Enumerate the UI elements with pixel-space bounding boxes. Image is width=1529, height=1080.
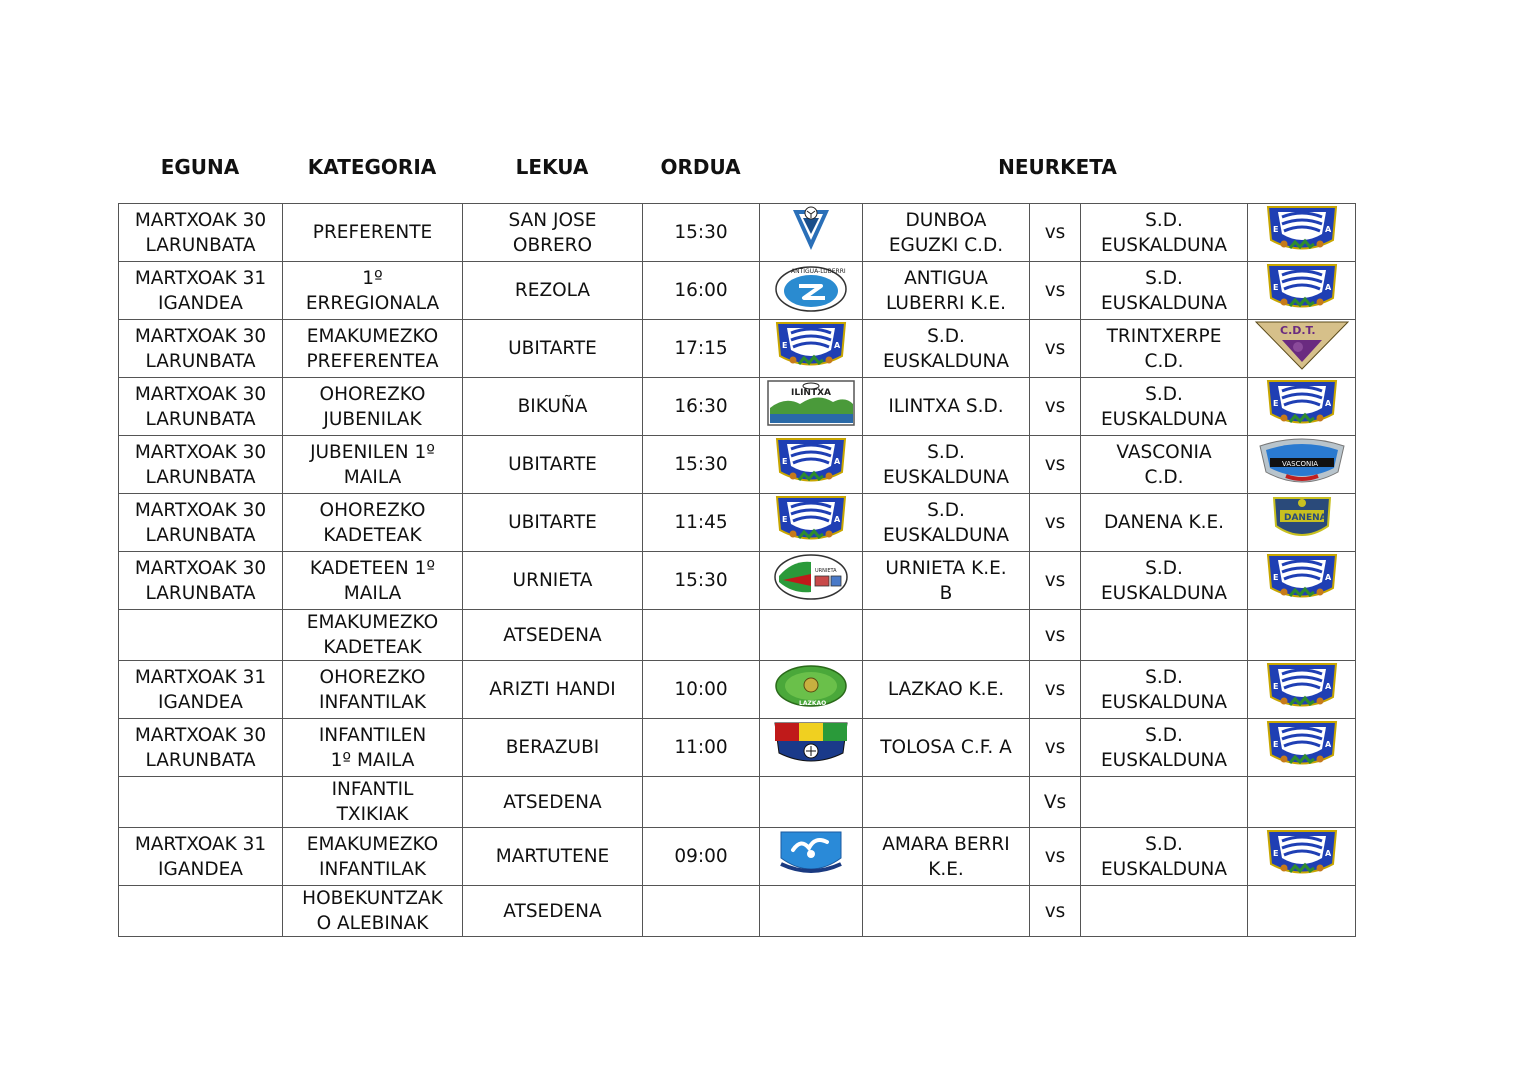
cell-lekua [463, 661, 643, 719]
cell-home-team [863, 436, 1030, 494]
cell-eguna [119, 262, 283, 320]
cell-vs: vs [1030, 204, 1081, 262]
cell-line: DANENA K.E. [1103, 512, 1225, 533]
cell-line: C.D. [1144, 466, 1184, 488]
cell-line: LARUNBATA [145, 749, 256, 771]
svg-text:ANTIGUA-LUBERRI: ANTIGUA-LUBERRI [791, 268, 846, 275]
svg-text:E: E [1272, 225, 1278, 234]
table-row [119, 378, 1356, 436]
cell-away-logo [1248, 719, 1356, 777]
cell-ordua [643, 610, 760, 661]
cell-home-logo [760, 494, 863, 552]
cell-home-team [863, 886, 1030, 937]
cell-home-logo [760, 661, 863, 719]
ilintxa-crest-icon [760, 378, 862, 435]
cell-vs: vs [1030, 320, 1081, 378]
cell-line: ERREGIONALA [305, 292, 440, 314]
header-kategoria: KATEGORIA [307, 155, 437, 179]
cell-eguna [119, 610, 283, 661]
dunboa-crest-icon [760, 204, 862, 261]
cell-ordua: 15:30 [643, 552, 760, 610]
cell-home-logo [760, 204, 863, 262]
cell-home-team [863, 661, 1030, 719]
cell-line: LARUNBATA [145, 466, 256, 488]
cell-home-team [863, 719, 1030, 777]
table-row [119, 719, 1356, 777]
cell-ordua [643, 886, 760, 937]
svg-text:A: A [834, 341, 841, 350]
cell-kategoria [283, 610, 463, 661]
cell-line: LARUNBATA [145, 350, 256, 372]
cell-line: HOBEKUNTZAK [302, 888, 443, 909]
cell-eguna [119, 320, 283, 378]
cell-line: S.D. [927, 441, 965, 463]
cell-home-team [863, 204, 1030, 262]
cell-line: 1º [362, 267, 383, 289]
table-row [119, 552, 1356, 610]
euskalduna-crest-icon [1248, 378, 1355, 435]
cell-line: MARTXOAK 31 [134, 267, 267, 289]
cell-line: INFANTILAK [318, 858, 426, 880]
svg-text:URNIETA: URNIETA [815, 568, 837, 574]
cell-line: EMAKUMEZKO [306, 612, 439, 633]
cell-line: LARUNBATA [145, 408, 256, 430]
table-row [119, 886, 1356, 937]
cell-line: IGANDEA [158, 858, 243, 880]
cell-kategoria [283, 886, 463, 937]
table-row [119, 661, 1356, 719]
cell-away-team [1081, 494, 1248, 552]
cell-vs: vs [1030, 262, 1081, 320]
cell-line: C.D. [1144, 350, 1184, 372]
cell-home-logo [760, 886, 863, 937]
cell-ordua: 09:00 [643, 828, 760, 886]
svg-text:A: A [1324, 225, 1331, 234]
cell-line: ARIZTI HANDI [489, 679, 616, 700]
svg-text:C.D.T.: C.D.T. [1279, 324, 1316, 337]
svg-text:A: A [1324, 399, 1331, 408]
cell-away-team [1081, 320, 1248, 378]
cell-vs: vs [1030, 494, 1081, 552]
cell-away-team [1081, 777, 1248, 828]
cell-kategoria [283, 262, 463, 320]
cell-away-logo [1248, 262, 1356, 320]
cell-vs: vs [1030, 828, 1081, 886]
euskalduna-crest-icon [760, 494, 862, 551]
cell-lekua [463, 436, 643, 494]
cell-lekua [463, 552, 643, 610]
cell-home-team [863, 378, 1030, 436]
cell-line: K.E. [928, 858, 964, 880]
cell-away-logo [1248, 552, 1356, 610]
cell-eguna [119, 552, 283, 610]
cell-away-logo [1248, 436, 1356, 494]
cell-line: UBITARTE [508, 512, 597, 533]
cell-lekua [463, 494, 643, 552]
cell-line: MARTXOAK 30 [134, 499, 267, 521]
cell-away-team [1081, 610, 1248, 661]
cell-line: S.D. [927, 499, 965, 521]
cell-line: ANTIGUA [904, 267, 988, 289]
cell-line: S.D. [1145, 833, 1183, 855]
cell-line: MARTXOAK 31 [134, 833, 267, 855]
cell-line: MAILA [343, 582, 402, 604]
cell-eguna [119, 204, 283, 262]
svg-text:A: A [1324, 740, 1331, 749]
cell-away-team [1081, 552, 1248, 610]
euskalduna-crest-icon [1248, 204, 1355, 261]
cell-home-logo [760, 436, 863, 494]
cell-home-logo [760, 777, 863, 828]
cell-away-team [1081, 719, 1248, 777]
cell-lekua [463, 262, 643, 320]
cell-away-team [1081, 204, 1248, 262]
cell-lekua [463, 719, 643, 777]
cell-away-logo [1248, 828, 1356, 886]
cell-ordua: 16:30 [643, 378, 760, 436]
header-lekua: LEKUA [515, 155, 589, 179]
header-eguna: EGUNA [160, 155, 240, 179]
cell-ordua: 17:15 [643, 320, 760, 378]
cell-kategoria [283, 719, 463, 777]
cell-line: MARTXOAK 30 [134, 325, 267, 347]
cell-home-logo [760, 828, 863, 886]
cell-ordua: 16:00 [643, 262, 760, 320]
cell-line: UBITARTE [508, 338, 597, 359]
cell-line: 1º MAILA [330, 749, 415, 771]
cell-line: B [939, 582, 953, 604]
cell-lekua [463, 886, 643, 937]
svg-text:E: E [782, 457, 788, 466]
table-row [119, 436, 1356, 494]
cell-line: UBITARTE [508, 454, 597, 475]
cell-line: INFANTIL [331, 779, 414, 800]
cell-line: JUBENILEN 1º [310, 441, 435, 463]
table-row [119, 204, 1356, 262]
cell-ordua: 11:45 [643, 494, 760, 552]
cell-line: ATSEDENA [503, 624, 602, 646]
cell-line: BIKUÑA [517, 396, 588, 417]
cell-line: EGUZKI C.D. [888, 234, 1004, 256]
cell-line: EMAKUMEZKO [306, 325, 439, 347]
cell-home-team [863, 552, 1030, 610]
cell-kategoria [283, 777, 463, 828]
cell-line: LARUNBATA [145, 524, 256, 546]
cell-line: EUSKALDUNA [882, 350, 1010, 372]
cell-home-logo [760, 610, 863, 661]
cell-home-team [863, 777, 1030, 828]
cell-home-team [863, 320, 1030, 378]
cell-line: MARTXOAK 31 [134, 666, 267, 688]
svg-text:A: A [1324, 283, 1331, 292]
cell-line: KADETEAK [323, 524, 422, 546]
cell-line: S.D. [1145, 267, 1183, 289]
cell-line: ATSEDENA [503, 900, 602, 922]
cell-line: MARTXOAK 30 [134, 383, 267, 405]
euskalduna-crest-icon [1248, 828, 1355, 885]
cell-away-logo [1248, 886, 1356, 937]
cell-away-logo [1248, 204, 1356, 262]
cell-line: MAILA [343, 466, 402, 488]
cell-home-logo [760, 719, 863, 777]
danena-crest-icon [1248, 494, 1355, 551]
euskalduna-crest-icon [1248, 661, 1355, 718]
cell-line: IGANDEA [158, 691, 243, 713]
cell-away-logo [1248, 320, 1356, 378]
cell-vs: vs [1030, 719, 1081, 777]
cell-line: URNIETA K.E. [885, 557, 1007, 579]
cell-line: EUSKALDUNA [1100, 292, 1228, 314]
cell-kategoria [283, 552, 463, 610]
cell-line: KADETEEN 1º [309, 557, 436, 579]
euskalduna-crest-icon [760, 320, 862, 377]
svg-text:E: E [1272, 399, 1278, 408]
cell-line: MARTXOAK 30 [134, 557, 267, 579]
cell-line: IGANDEA [158, 292, 243, 314]
cell-line: EUSKALDUNA [882, 466, 1010, 488]
cell-line: LAZKAO K.E. [887, 679, 1005, 700]
cell-home-logo [760, 552, 863, 610]
table-row [119, 262, 1356, 320]
cell-eguna [119, 719, 283, 777]
cell-kategoria [283, 204, 463, 262]
cell-line: EUSKALDUNA [1100, 858, 1228, 880]
cell-line: LARUNBATA [145, 582, 256, 604]
cell-line: LARUNBATA [145, 234, 256, 256]
cell-lekua [463, 828, 643, 886]
cell-ordua: 15:30 [643, 204, 760, 262]
cell-vs: vs [1030, 552, 1081, 610]
cell-eguna [119, 828, 283, 886]
svg-text:LAZKAO: LAZKAO [799, 700, 827, 707]
cell-line: SAN JOSE [508, 209, 597, 231]
cell-eguna [119, 436, 283, 494]
cell-kategoria [283, 828, 463, 886]
table-row [119, 777, 1356, 828]
cell-away-team [1081, 262, 1248, 320]
cell-home-team [863, 494, 1030, 552]
euskalduna-crest-icon [1248, 552, 1355, 609]
cell-home-team [863, 610, 1030, 661]
cell-away-logo [1248, 661, 1356, 719]
cell-kategoria [283, 661, 463, 719]
svg-text:E: E [1272, 849, 1278, 858]
cell-away-team [1081, 436, 1248, 494]
cell-line: EUSKALDUNA [882, 524, 1010, 546]
cell-line: MARTXOAK 30 [134, 209, 267, 231]
header-neurketa: NEURKETA [998, 155, 1117, 179]
svg-text:E: E [1272, 283, 1278, 292]
cell-vs: vs [1030, 436, 1081, 494]
cell-vs: Vs [1030, 777, 1081, 828]
table-row [119, 494, 1356, 552]
cell-line: S.D. [1145, 557, 1183, 579]
svg-text:E: E [782, 515, 788, 524]
cell-line: EUSKALDUNA [1100, 691, 1228, 713]
cell-away-team [1081, 886, 1248, 937]
cell-line: EUSKALDUNA [1100, 408, 1228, 430]
cell-home-logo [760, 378, 863, 436]
cell-kategoria [283, 378, 463, 436]
cell-line: AMARA BERRI [882, 833, 1010, 855]
cell-lekua [463, 320, 643, 378]
cell-line: S.D. [1145, 383, 1183, 405]
svg-text:ILINTXA: ILINTXA [791, 388, 832, 398]
cell-line: S.D. [1145, 209, 1183, 231]
cell-home-logo [760, 320, 863, 378]
cell-line: TXIKIAK [336, 804, 409, 825]
cell-eguna [119, 494, 283, 552]
svg-text:E: E [1272, 740, 1278, 749]
cell-away-logo [1248, 610, 1356, 661]
cell-line: PREFERENTE [312, 222, 433, 243]
cell-lekua [463, 204, 643, 262]
cell-line: MARTXOAK 30 [134, 724, 267, 746]
cell-line: S.D. [1145, 724, 1183, 746]
cell-line: TRINTXERPE [1106, 325, 1222, 347]
cell-vs: vs [1030, 378, 1081, 436]
cell-line: EMAKUMEZKO [306, 833, 439, 855]
cell-line: OBRERO [512, 234, 593, 256]
cell-lekua [463, 378, 643, 436]
tolosa-crest-icon [760, 719, 862, 776]
cell-line: EUSKALDUNA [1100, 234, 1228, 256]
cell-line: URNIETA [512, 570, 593, 591]
svg-text:DANENA: DANENA [1283, 513, 1327, 523]
cell-away-logo [1248, 494, 1356, 552]
table-row [119, 610, 1356, 661]
cell-line: ILINTXA S.D. [888, 396, 1004, 417]
cell-line: REZOLA [514, 280, 591, 301]
vasconia-crest-icon [1248, 436, 1355, 493]
cell-away-team [1081, 828, 1248, 886]
cell-line: OHOREZKO [319, 666, 426, 688]
urnieta-crest-icon [760, 552, 862, 609]
cell-eguna [119, 777, 283, 828]
cell-lekua [463, 777, 643, 828]
cell-line: S.D. [1145, 666, 1183, 688]
euskalduna-crest-icon [1248, 719, 1355, 776]
lazkao-crest-icon [760, 661, 862, 718]
cell-vs: vs [1030, 886, 1081, 937]
svg-text:E: E [1272, 573, 1278, 582]
cell-line: KADETEAK [323, 637, 422, 658]
table-row [119, 828, 1356, 886]
cell-ordua: 10:00 [643, 661, 760, 719]
cell-line: S.D. [927, 325, 965, 347]
header-ordua: ORDUA [660, 155, 741, 179]
cell-away-logo [1248, 378, 1356, 436]
cell-line: OHOREZKO [319, 383, 426, 405]
schedule-table [118, 203, 1356, 937]
euskalduna-crest-icon [1248, 262, 1355, 319]
cell-line: MARTUTENE [495, 846, 610, 867]
cell-eguna [119, 378, 283, 436]
cell-home-logo [760, 262, 863, 320]
cell-kategoria [283, 436, 463, 494]
cell-ordua: 11:00 [643, 719, 760, 777]
cell-line: INFANTILAK [318, 691, 426, 713]
cell-line: ATSEDENA [503, 791, 602, 813]
cell-kategoria [283, 320, 463, 378]
cell-line: EUSKALDUNA [1100, 749, 1228, 771]
cell-line: INFANTILEN [318, 724, 427, 746]
cell-eguna [119, 886, 283, 937]
cell-line: LUBERRI K.E. [886, 292, 1006, 314]
cell-ordua [643, 777, 760, 828]
cell-line: OHOREZKO [319, 499, 426, 521]
euskalduna-crest-icon [760, 436, 862, 493]
cell-line: BERAZUBI [505, 737, 600, 758]
cell-kategoria [283, 494, 463, 552]
table-row [119, 320, 1356, 378]
cell-home-team [863, 828, 1030, 886]
cell-line: O ALEBINAK [316, 913, 429, 934]
cell-vs: vs [1030, 661, 1081, 719]
cell-home-team [863, 262, 1030, 320]
svg-text:VASCONIA: VASCONIA [1281, 460, 1318, 468]
amara-berri-crest-icon [760, 828, 862, 885]
cell-line: DUNBOA [905, 209, 987, 231]
svg-text:E: E [782, 341, 788, 350]
cell-line: PREFERENTEA [306, 350, 439, 372]
cell-ordua: 15:30 [643, 436, 760, 494]
cell-away-team [1081, 661, 1248, 719]
svg-text:A: A [1324, 573, 1331, 582]
antigua-luberri-crest-icon [760, 262, 862, 319]
svg-text:A: A [1324, 849, 1331, 858]
svg-text:A: A [834, 515, 841, 524]
cell-line: MARTXOAK 30 [134, 441, 267, 463]
cell-line: JUBENILAK [323, 408, 422, 430]
svg-text:A: A [834, 457, 841, 466]
cell-eguna [119, 661, 283, 719]
trintxerpe-crest-icon [1248, 320, 1355, 377]
svg-text:E: E [1272, 682, 1278, 691]
cell-away-team [1081, 378, 1248, 436]
cell-lekua [463, 610, 643, 661]
cell-away-logo [1248, 777, 1356, 828]
svg-text:A: A [1324, 682, 1331, 691]
cell-vs: vs [1030, 610, 1081, 661]
cell-line: EUSKALDUNA [1100, 582, 1228, 604]
cell-line: TOLOSA C.F. A [880, 737, 1012, 758]
cell-line: VASCONIA [1116, 441, 1212, 463]
